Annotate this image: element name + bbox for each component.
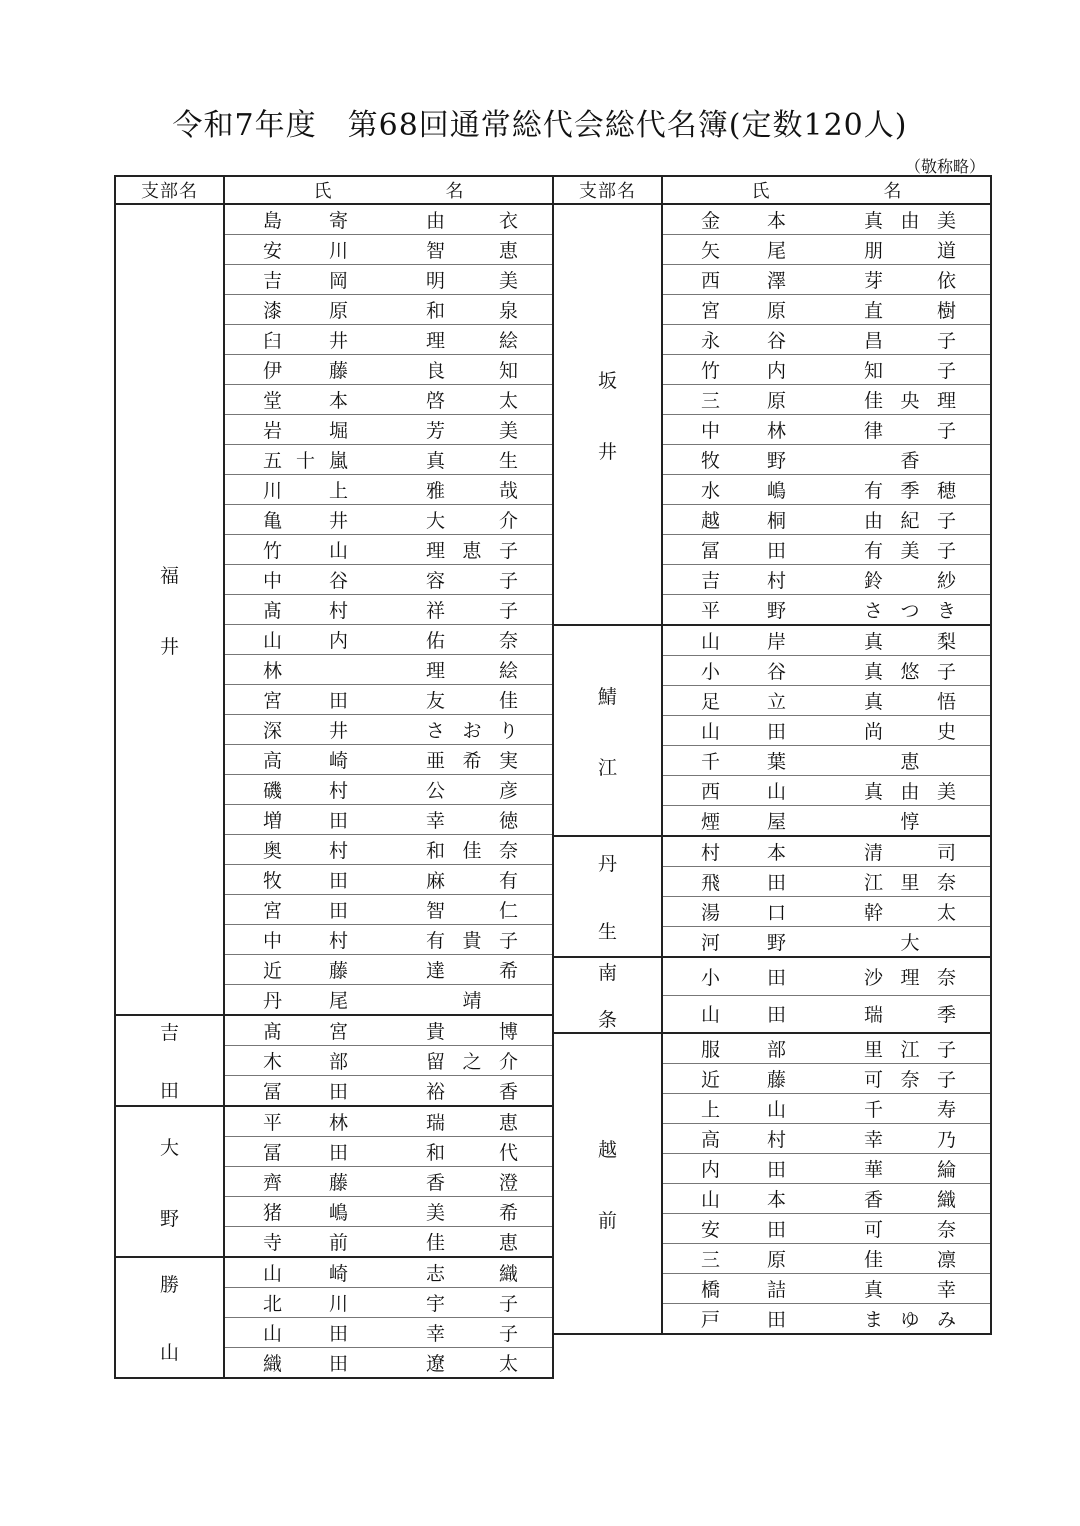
surname: 島 寄	[263, 210, 348, 232]
given-name: 芳 美	[426, 420, 518, 442]
header-row	[553, 176, 991, 204]
surname: 西 澤	[701, 270, 786, 292]
member-name-cell	[662, 445, 991, 475]
surname: 高 崎	[263, 750, 348, 772]
member-name-cell	[662, 776, 991, 806]
member-name-cell	[662, 535, 991, 565]
member-name-cell	[662, 385, 991, 415]
given-name: さ お り	[426, 720, 518, 742]
surname: 深 井	[263, 720, 348, 742]
member-name-cell	[224, 865, 553, 895]
given-name: 真 生	[426, 450, 518, 472]
surname: 三 原	[701, 1249, 786, 1272]
surname: 冨 田	[263, 1142, 348, 1164]
given-name: さ つ き	[864, 600, 956, 622]
branch-cell	[553, 957, 662, 1033]
branch-char: 越	[597, 1138, 617, 1161]
given-name: 里 江 子	[864, 1039, 956, 1062]
member-name-cell	[662, 565, 991, 595]
member-name-cell	[224, 1227, 553, 1258]
surname: 髙 村	[263, 600, 348, 622]
roster-table-right	[552, 175, 992, 1335]
given-name: 啓 太	[426, 390, 518, 412]
member-name-cell	[662, 867, 991, 897]
given-name: 香 澄	[426, 1172, 518, 1194]
surname: 足 立	[701, 691, 786, 713]
member-name-cell	[662, 295, 991, 325]
given-name: 幸 子	[426, 1323, 518, 1345]
given-name: 清 司	[864, 842, 956, 864]
given-name: 達 希	[426, 960, 518, 982]
given-name: 留 之 介	[426, 1051, 518, 1073]
surname: 越 桐	[701, 510, 786, 532]
surname: 五 十 嵐	[263, 450, 348, 472]
branch-char: 勝	[159, 1274, 179, 1297]
surname: 煙 屋	[701, 811, 786, 833]
branch-cell	[115, 1106, 224, 1257]
table-row	[553, 957, 991, 995]
surname: 山 崎	[263, 1263, 348, 1285]
page-title: 令和7年度 第68回通常総代会総代名簿(定数120人)	[172, 108, 908, 143]
given-name: 香 織	[864, 1189, 956, 1212]
given-name: 由 紀 子	[864, 510, 956, 532]
member-name-cell	[662, 957, 991, 995]
branch-char: 井	[159, 635, 179, 658]
surname: 増 田	[263, 810, 348, 832]
surname: 中 林	[701, 420, 786, 442]
surname: 矢 尾	[701, 240, 786, 262]
branch-char: 丹	[597, 853, 617, 876]
given-name: 理 絵	[426, 330, 518, 352]
member-name-cell	[224, 1167, 553, 1197]
header-row	[115, 176, 553, 204]
surname: 安 田	[701, 1219, 786, 1242]
surname: 中 谷	[263, 570, 348, 592]
surname: 戸 田	[701, 1309, 786, 1332]
given-name: 真 梨	[864, 631, 956, 653]
member-name-cell	[662, 475, 991, 505]
given-name: 大 介	[426, 510, 518, 532]
member-name-cell	[224, 295, 553, 325]
given-name: 和 代	[426, 1142, 518, 1164]
member-name-cell	[224, 535, 553, 565]
given-name: 靖	[462, 990, 482, 1012]
surname: 岩 堀	[263, 420, 348, 442]
member-name-cell	[662, 415, 991, 445]
branch-header: 支部名	[115, 176, 224, 204]
surname: 猪 嶋	[263, 1202, 348, 1224]
surname: 上 山	[701, 1099, 786, 1122]
given-name: 鈴 紗	[864, 570, 956, 592]
given-name: 幸 乃	[864, 1129, 956, 1152]
member-name-cell	[224, 805, 553, 835]
member-name-cell	[224, 655, 553, 685]
given-name: 有 季 穂	[864, 480, 956, 502]
branch-char: 生	[597, 920, 617, 943]
member-name-cell	[224, 835, 553, 865]
branch-char: 江	[597, 756, 617, 779]
honorific-note: （敬称略）	[904, 157, 985, 176]
given-name: 真 悠 子	[864, 661, 956, 683]
member-name-cell	[224, 1197, 553, 1227]
given-name: 尚 史	[864, 721, 956, 743]
given-name: 遼 太	[426, 1353, 518, 1375]
given-name: 恵	[900, 751, 920, 773]
branch-char: 井	[597, 440, 617, 463]
given-name: 佳 恵	[426, 1232, 518, 1254]
given-name: 志 織	[426, 1263, 518, 1285]
member-name-cell	[662, 746, 991, 776]
member-name-cell	[662, 1304, 991, 1335]
given-name: 貴 博	[426, 1021, 518, 1043]
surname: 林	[263, 660, 283, 682]
member-name-cell	[224, 1348, 553, 1379]
given-name: 千 寿	[864, 1099, 956, 1122]
member-name-cell	[662, 1214, 991, 1244]
branch-char: 野	[159, 1207, 179, 1230]
name-header: 氏 名	[224, 176, 553, 204]
table-row	[115, 1015, 553, 1046]
given-name: 宇 子	[426, 1293, 518, 1315]
member-name-cell	[224, 985, 553, 1016]
name-header: 氏 名	[662, 176, 991, 204]
surname: 織 田	[263, 1353, 348, 1375]
member-name-cell	[662, 897, 991, 927]
given-name: 真 悟	[864, 691, 956, 713]
member-name-cell	[662, 716, 991, 746]
member-name-cell	[224, 445, 553, 475]
member-name-cell	[662, 1064, 991, 1094]
surname: 千 葉	[701, 751, 786, 773]
surname: 水 嶋	[701, 480, 786, 502]
branch-cell	[115, 1257, 224, 1378]
member-name-cell	[662, 1184, 991, 1214]
member-name-cell	[224, 955, 553, 985]
surname: 山 田	[263, 1323, 348, 1345]
given-name: 雅 哉	[426, 480, 518, 502]
given-name: 良 知	[426, 360, 518, 382]
surname: 服 部	[701, 1039, 786, 1062]
surname: 漆 原	[263, 300, 348, 322]
surname: 小 谷	[701, 661, 786, 683]
member-name-cell	[224, 1046, 553, 1076]
surname: 竹 山	[263, 540, 348, 562]
surname: 堂 本	[263, 390, 348, 412]
surname: 冨 田	[701, 540, 786, 562]
member-name-cell	[224, 204, 553, 235]
surname: 中 村	[263, 930, 348, 952]
surname: 村 本	[701, 842, 786, 864]
surname: 髙 宮	[263, 1021, 348, 1043]
given-name: 江 里 奈	[864, 872, 956, 894]
branch-char: 条	[597, 1009, 617, 1032]
given-name: 容 子	[426, 570, 518, 592]
surname: 永 谷	[701, 330, 786, 352]
given-name: 昌 子	[864, 330, 956, 352]
member-name-cell	[224, 385, 553, 415]
roster-table-left	[114, 175, 554, 1379]
surname: 宮 田	[263, 900, 348, 922]
surname: 橋 詰	[701, 1279, 786, 1302]
given-name: 友 佳	[426, 690, 518, 712]
branch-char: 鯖	[597, 685, 617, 708]
member-name-cell	[224, 1137, 553, 1167]
member-name-cell	[224, 355, 553, 385]
given-name: 芽 依	[864, 270, 956, 292]
given-name: 美 希	[426, 1202, 518, 1224]
given-name: 祥 子	[426, 600, 518, 622]
given-name: 麻 有	[426, 870, 518, 892]
given-name: 瑞 季	[864, 1004, 956, 1027]
given-name: 幸 徳	[426, 810, 518, 832]
surname: 近 藤	[263, 960, 348, 982]
surname: 臼 井	[263, 330, 348, 352]
surname: 安 川	[263, 240, 348, 262]
surname: 金 本	[701, 210, 786, 232]
given-name: 理 恵 子	[426, 540, 518, 562]
member-name-cell	[662, 1154, 991, 1184]
member-name-cell	[224, 895, 553, 925]
member-name-cell	[224, 265, 553, 295]
given-name: 朋 道	[864, 240, 956, 262]
surname: 伊 藤	[263, 360, 348, 382]
surname: 寺 前	[263, 1232, 348, 1254]
branch-char: 南	[597, 962, 617, 984]
member-name-cell	[224, 595, 553, 625]
given-name: 和 佳 奈	[426, 840, 518, 862]
branch-cell	[553, 204, 662, 625]
member-name-cell	[662, 595, 991, 626]
member-name-cell	[224, 1106, 553, 1137]
table-row	[553, 625, 991, 656]
given-name: 真 幸	[864, 1279, 956, 1302]
surname: 小 田	[701, 966, 786, 989]
surname: 山 本	[701, 1189, 786, 1212]
member-name-cell	[224, 1288, 553, 1318]
given-name: 沙 理 奈	[864, 966, 956, 989]
surname: 飛 田	[701, 872, 786, 894]
member-name-cell	[224, 1076, 553, 1107]
surname: 河 野	[701, 932, 786, 954]
surname: 亀 井	[263, 510, 348, 532]
member-name-cell	[224, 415, 553, 445]
surname: 近 藤	[701, 1069, 786, 1092]
member-name-cell	[662, 1244, 991, 1274]
given-name: 理 絵	[426, 660, 518, 682]
given-name: 可 奈 子	[864, 1069, 956, 1092]
member-name-cell	[662, 1094, 991, 1124]
given-name: 裕 香	[426, 1081, 518, 1103]
given-name: 可 奈	[864, 1219, 956, 1242]
given-name: 直 樹	[864, 300, 956, 322]
branch-cell	[553, 625, 662, 836]
table-row	[115, 1257, 553, 1288]
branch-cell	[553, 1033, 662, 1334]
branch-char: 坂	[597, 369, 617, 392]
given-name: 明 美	[426, 270, 518, 292]
given-name: 亜 希 実	[426, 750, 518, 772]
table-row	[553, 1033, 991, 1064]
member-name-cell	[662, 1033, 991, 1064]
surname: 牧 野	[701, 450, 786, 472]
surname: 奥 村	[263, 840, 348, 862]
surname: 山 田	[701, 1004, 786, 1027]
given-name: 智 恵	[426, 240, 518, 262]
given-name: 香	[900, 450, 920, 472]
given-name: 智 仁	[426, 900, 518, 922]
member-name-cell	[662, 204, 991, 235]
given-name: 公 彦	[426, 780, 518, 802]
surname: 丹 尾	[263, 990, 348, 1012]
surname: 木 部	[263, 1051, 348, 1073]
surname: 川 上	[263, 480, 348, 502]
given-name: 有 貴 子	[426, 930, 518, 952]
surname: 山 田	[701, 721, 786, 743]
member-name-cell	[224, 1257, 553, 1288]
given-name: 律 子	[864, 420, 956, 442]
branch-cell	[115, 204, 224, 1015]
surname: 竹 内	[701, 360, 786, 382]
member-name-cell	[662, 995, 991, 1033]
surname: 山 岸	[701, 631, 786, 653]
member-name-cell	[662, 1124, 991, 1154]
branch-char: 大	[159, 1136, 179, 1159]
member-name-cell	[224, 235, 553, 265]
member-name-cell	[224, 325, 553, 355]
branch-char: 山	[159, 1341, 179, 1364]
surname: 齊 藤	[263, 1172, 348, 1194]
branch-char: 前	[597, 1209, 617, 1232]
branch-char: 田	[159, 1079, 179, 1102]
surname: 内 田	[701, 1159, 786, 1182]
member-name-cell	[662, 686, 991, 716]
surname: 冨 田	[263, 1081, 348, 1103]
surname: 宮 原	[701, 300, 786, 322]
member-name-cell	[662, 265, 991, 295]
member-name-cell	[662, 325, 991, 355]
member-name-cell	[224, 475, 553, 505]
member-name-cell	[224, 505, 553, 535]
member-name-cell	[224, 925, 553, 955]
member-name-cell	[224, 625, 553, 655]
branch-cell	[115, 1015, 224, 1106]
surname: 牧 田	[263, 870, 348, 892]
given-name: 和 泉	[426, 300, 518, 322]
surname: 宮 田	[263, 690, 348, 712]
table-row	[115, 204, 553, 235]
given-name: 佳 凛	[864, 1249, 956, 1272]
member-name-cell	[662, 806, 991, 837]
member-name-cell	[662, 927, 991, 958]
branch-cell	[553, 836, 662, 957]
member-name-cell	[662, 836, 991, 867]
surname: 吉 村	[701, 570, 786, 592]
given-name: 真 由 美	[864, 210, 956, 232]
surname: 西 山	[701, 781, 786, 803]
surname: 山 内	[263, 630, 348, 652]
given-name: 真 由 美	[864, 781, 956, 803]
given-name: 惇	[900, 811, 920, 833]
surname: 湯 口	[701, 902, 786, 924]
branch-header: 支部名	[553, 176, 662, 204]
given-name: 瑞 恵	[426, 1112, 518, 1134]
table-row	[553, 836, 991, 867]
member-name-cell	[662, 355, 991, 385]
surname: 平 林	[263, 1112, 348, 1134]
member-name-cell	[662, 625, 991, 656]
member-name-cell	[224, 745, 553, 775]
member-name-cell	[224, 565, 553, 595]
member-name-cell	[662, 505, 991, 535]
surname: 北 川	[263, 1293, 348, 1315]
given-name: 佑 奈	[426, 630, 518, 652]
member-name-cell	[224, 715, 553, 745]
given-name: 知 子	[864, 360, 956, 382]
given-name: 佳 央 理	[864, 390, 956, 412]
given-name: ま ゆ み	[864, 1309, 956, 1332]
member-name-cell	[224, 685, 553, 715]
member-name-cell	[224, 1318, 553, 1348]
table-row	[115, 1106, 553, 1137]
branch-char: 吉	[159, 1022, 179, 1045]
member-name-cell	[224, 775, 553, 805]
surname: 高 村	[701, 1129, 786, 1152]
member-name-cell	[662, 235, 991, 265]
surname: 平 野	[701, 600, 786, 622]
given-name: 華 綸	[864, 1159, 956, 1182]
given-name: 幹 太	[864, 902, 956, 924]
given-name: 有 美 子	[864, 540, 956, 562]
given-name: 由 衣	[426, 210, 518, 232]
table-row	[553, 204, 991, 235]
member-name-cell	[662, 1274, 991, 1304]
surname: 三 原	[701, 390, 786, 412]
member-name-cell	[224, 1015, 553, 1046]
given-name: 大	[900, 932, 920, 954]
member-name-cell	[662, 656, 991, 686]
surname: 吉 岡	[263, 270, 348, 292]
surname: 磯 村	[263, 780, 348, 802]
branch-char: 福	[159, 564, 179, 587]
